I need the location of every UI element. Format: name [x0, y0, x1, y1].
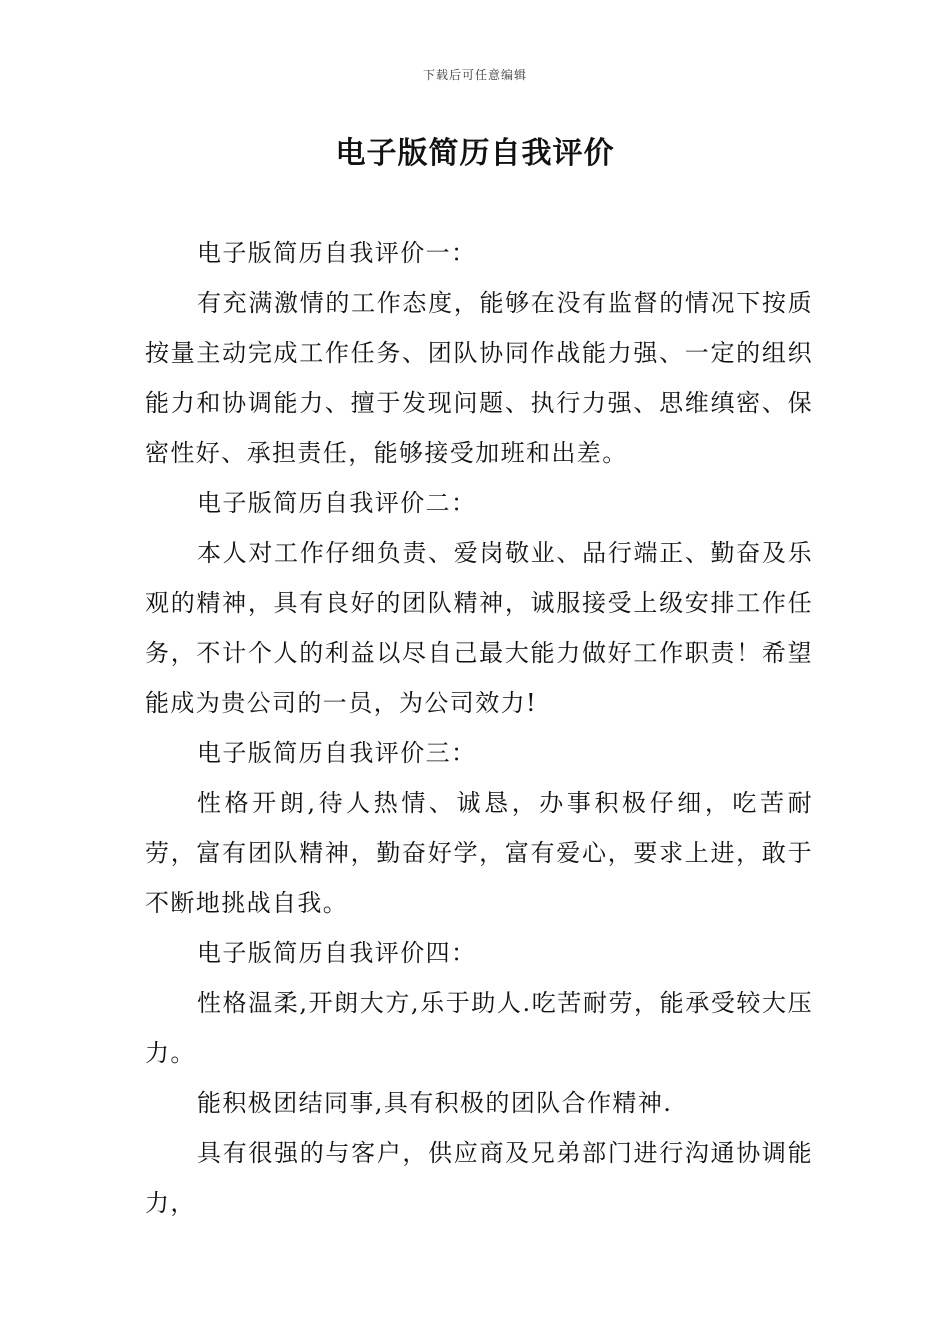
section-heading-4: 电子版简历自我评价四： [197, 939, 477, 967]
document-title: 电子版简历自我评价 [335, 136, 615, 171]
body-paragraph: 性格开朗,待人热情、诚恳，办事积极仔细，吃苦耐劳，富有团队精神，勤奋好学，富有爱心，要求上进，敢于不断地挑战自我。 [145, 789, 813, 917]
body-paragraph: 性格温柔,开朗大方,乐于助人.吃苦耐劳，能承受较大压力。 [145, 989, 813, 1067]
body-paragraph: 本人对工作仔细负责、爱岗敬业、品行端正、勤奋及乐观的精神，具有良好的团队精神，诚服接受上级安排工作任务，不计个人的利益以尽自己最大能力做好工作职责！希望能成为贵公司的一员，为公司效力! [145, 539, 813, 717]
body-paragraph: 具有很强的与客户，供应商及兄弟部门进行沟通协调能力， [145, 1139, 813, 1217]
header-note: 下载后可任意编辑 [422, 68, 527, 82]
body-paragraph: 能积极团结同事,具有积极的团队合作精神. [197, 1089, 673, 1117]
section-heading-1: 电子版简历自我评价一： [197, 239, 477, 267]
section-heading-3: 电子版简历自我评价三： [197, 739, 477, 767]
body-paragraph: 有充满激情的工作态度，能够在没有监督的情况下按质按量主动完成工作任务、团队协同作战能力强、一定的组织能力和协调能力、擅于发现问题、执行力强、思维缜密、保密性好、承担责任，能够接受加班和出差。 [145, 289, 813, 467]
document-body [145, 228, 813, 1228]
section-heading-2: 电子版简历自我评价二： [197, 489, 477, 517]
